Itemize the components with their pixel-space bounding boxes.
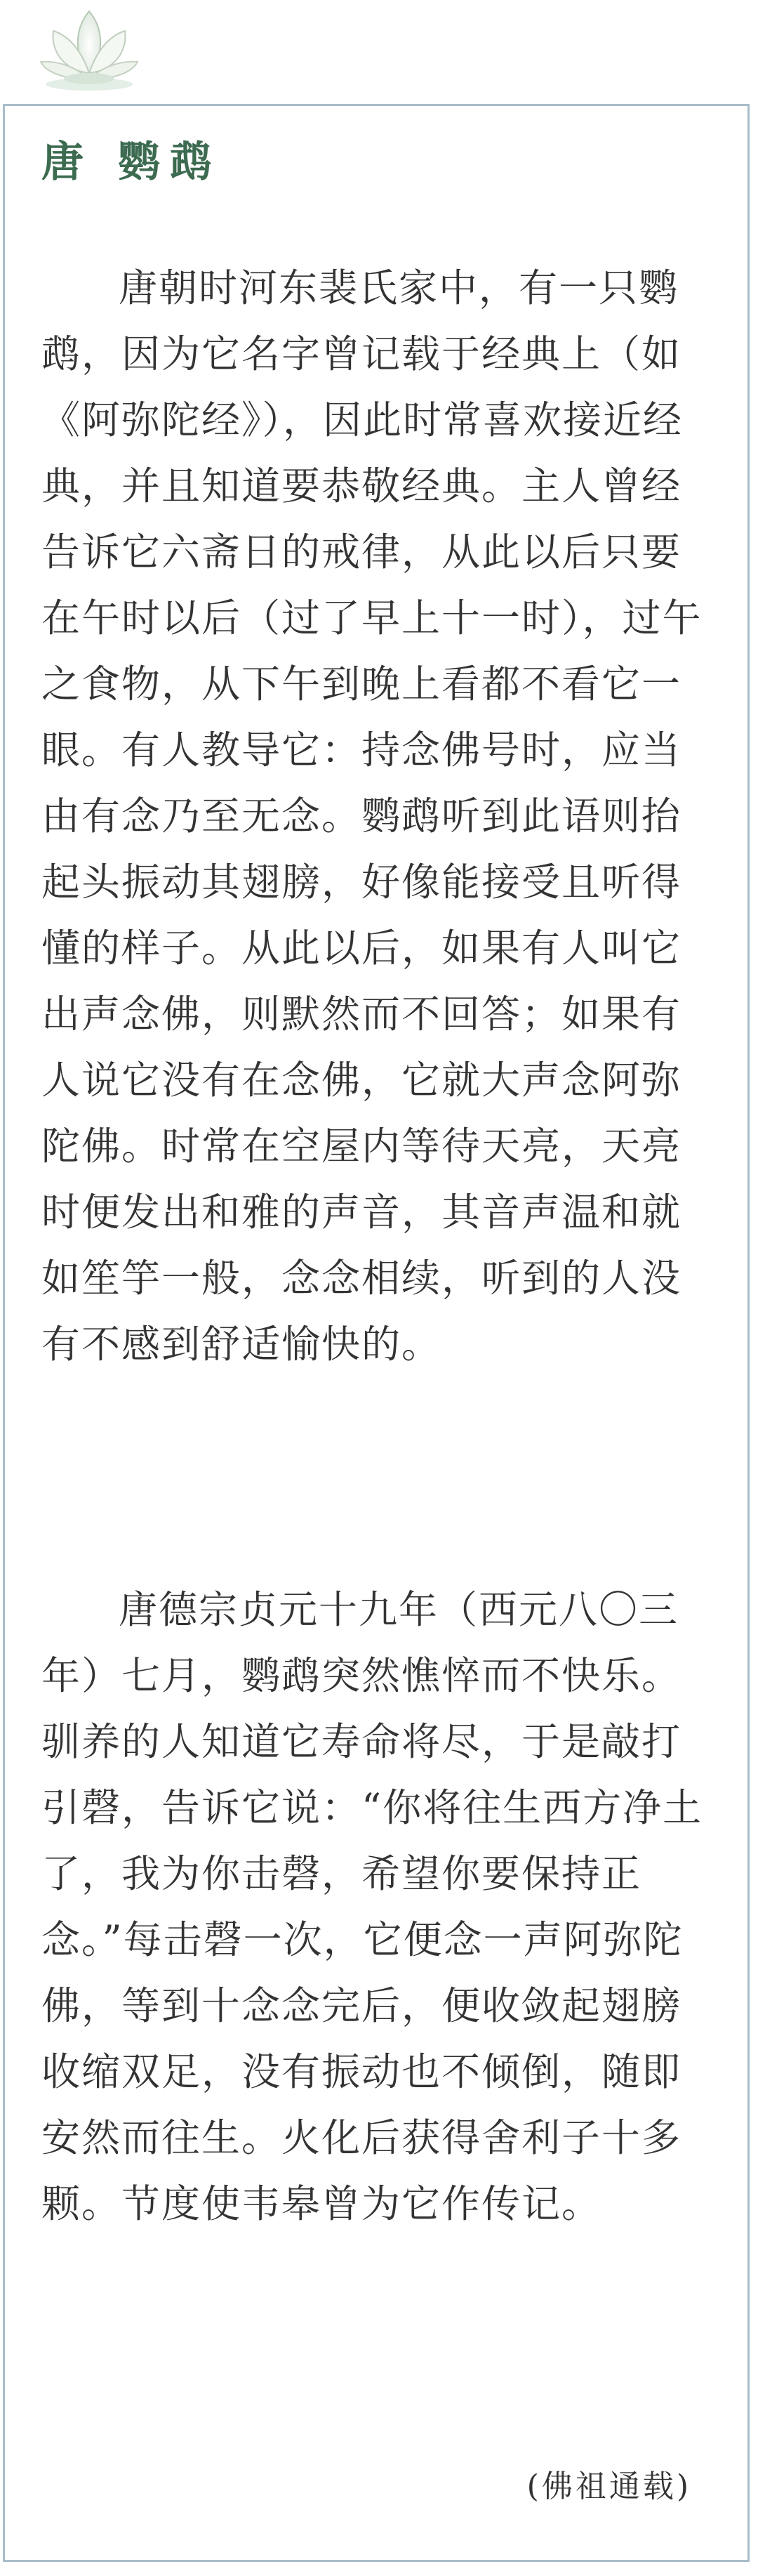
source-citation: (佛祖通载) <box>526 2469 691 2504</box>
article-paragraph-2: 唐德宗贞元十九年（西元八〇三年）七月，鹦鹉突然憔悴而不快乐。驯养的人知道它寿命将尽，于是敲打引磬，告诉它说：“你将往生西方净土了，我为你击磬，希望你要保持正念。”每击磬一次，它便念一声阿弥陀佛，等到十念念完后，便收敛起翅膀收缩双足，没有振动也不倾倒，随即安然而往生。火化后获得舍利子十多颗。节度使韦皋曾为它作传记。 <box>41 1587 703 2226</box>
article-paragraph-1: 唐朝时河东裴氏家中，有一只鹦鹉，因为它名字曾记载于经典上（如《阿弥陀经》），因此时常喜欢接近经典，并且知道要恭敬经典。主人曾经告诉它六斋日的戒律，从此以后只要在午时以后（过了早上十一时），过午之食物，从下午到晚上看都不看它一眼。有人教导它：持念佛号时，应当由有念乃至无念。鹦鹉听到此语则抬起头振动其翅膀，好像能接受且听得懂的样子。从此以后，如果有人叫它出声念佛，则默然而不回答；如果有人说它没有在念佛，它就大声念阿弥陀佛。时常在空屋内等待天亮，天亮时便发出和雅的声音，其音声温和就如笙竽一般，念念相续，听到的人没有不感到舒适愉快的。 <box>41 265 703 1367</box>
article-frame <box>3 104 750 2562</box>
article-title: 唐 鹦鹉 <box>41 138 222 187</box>
lotus-icon <box>36 6 142 96</box>
